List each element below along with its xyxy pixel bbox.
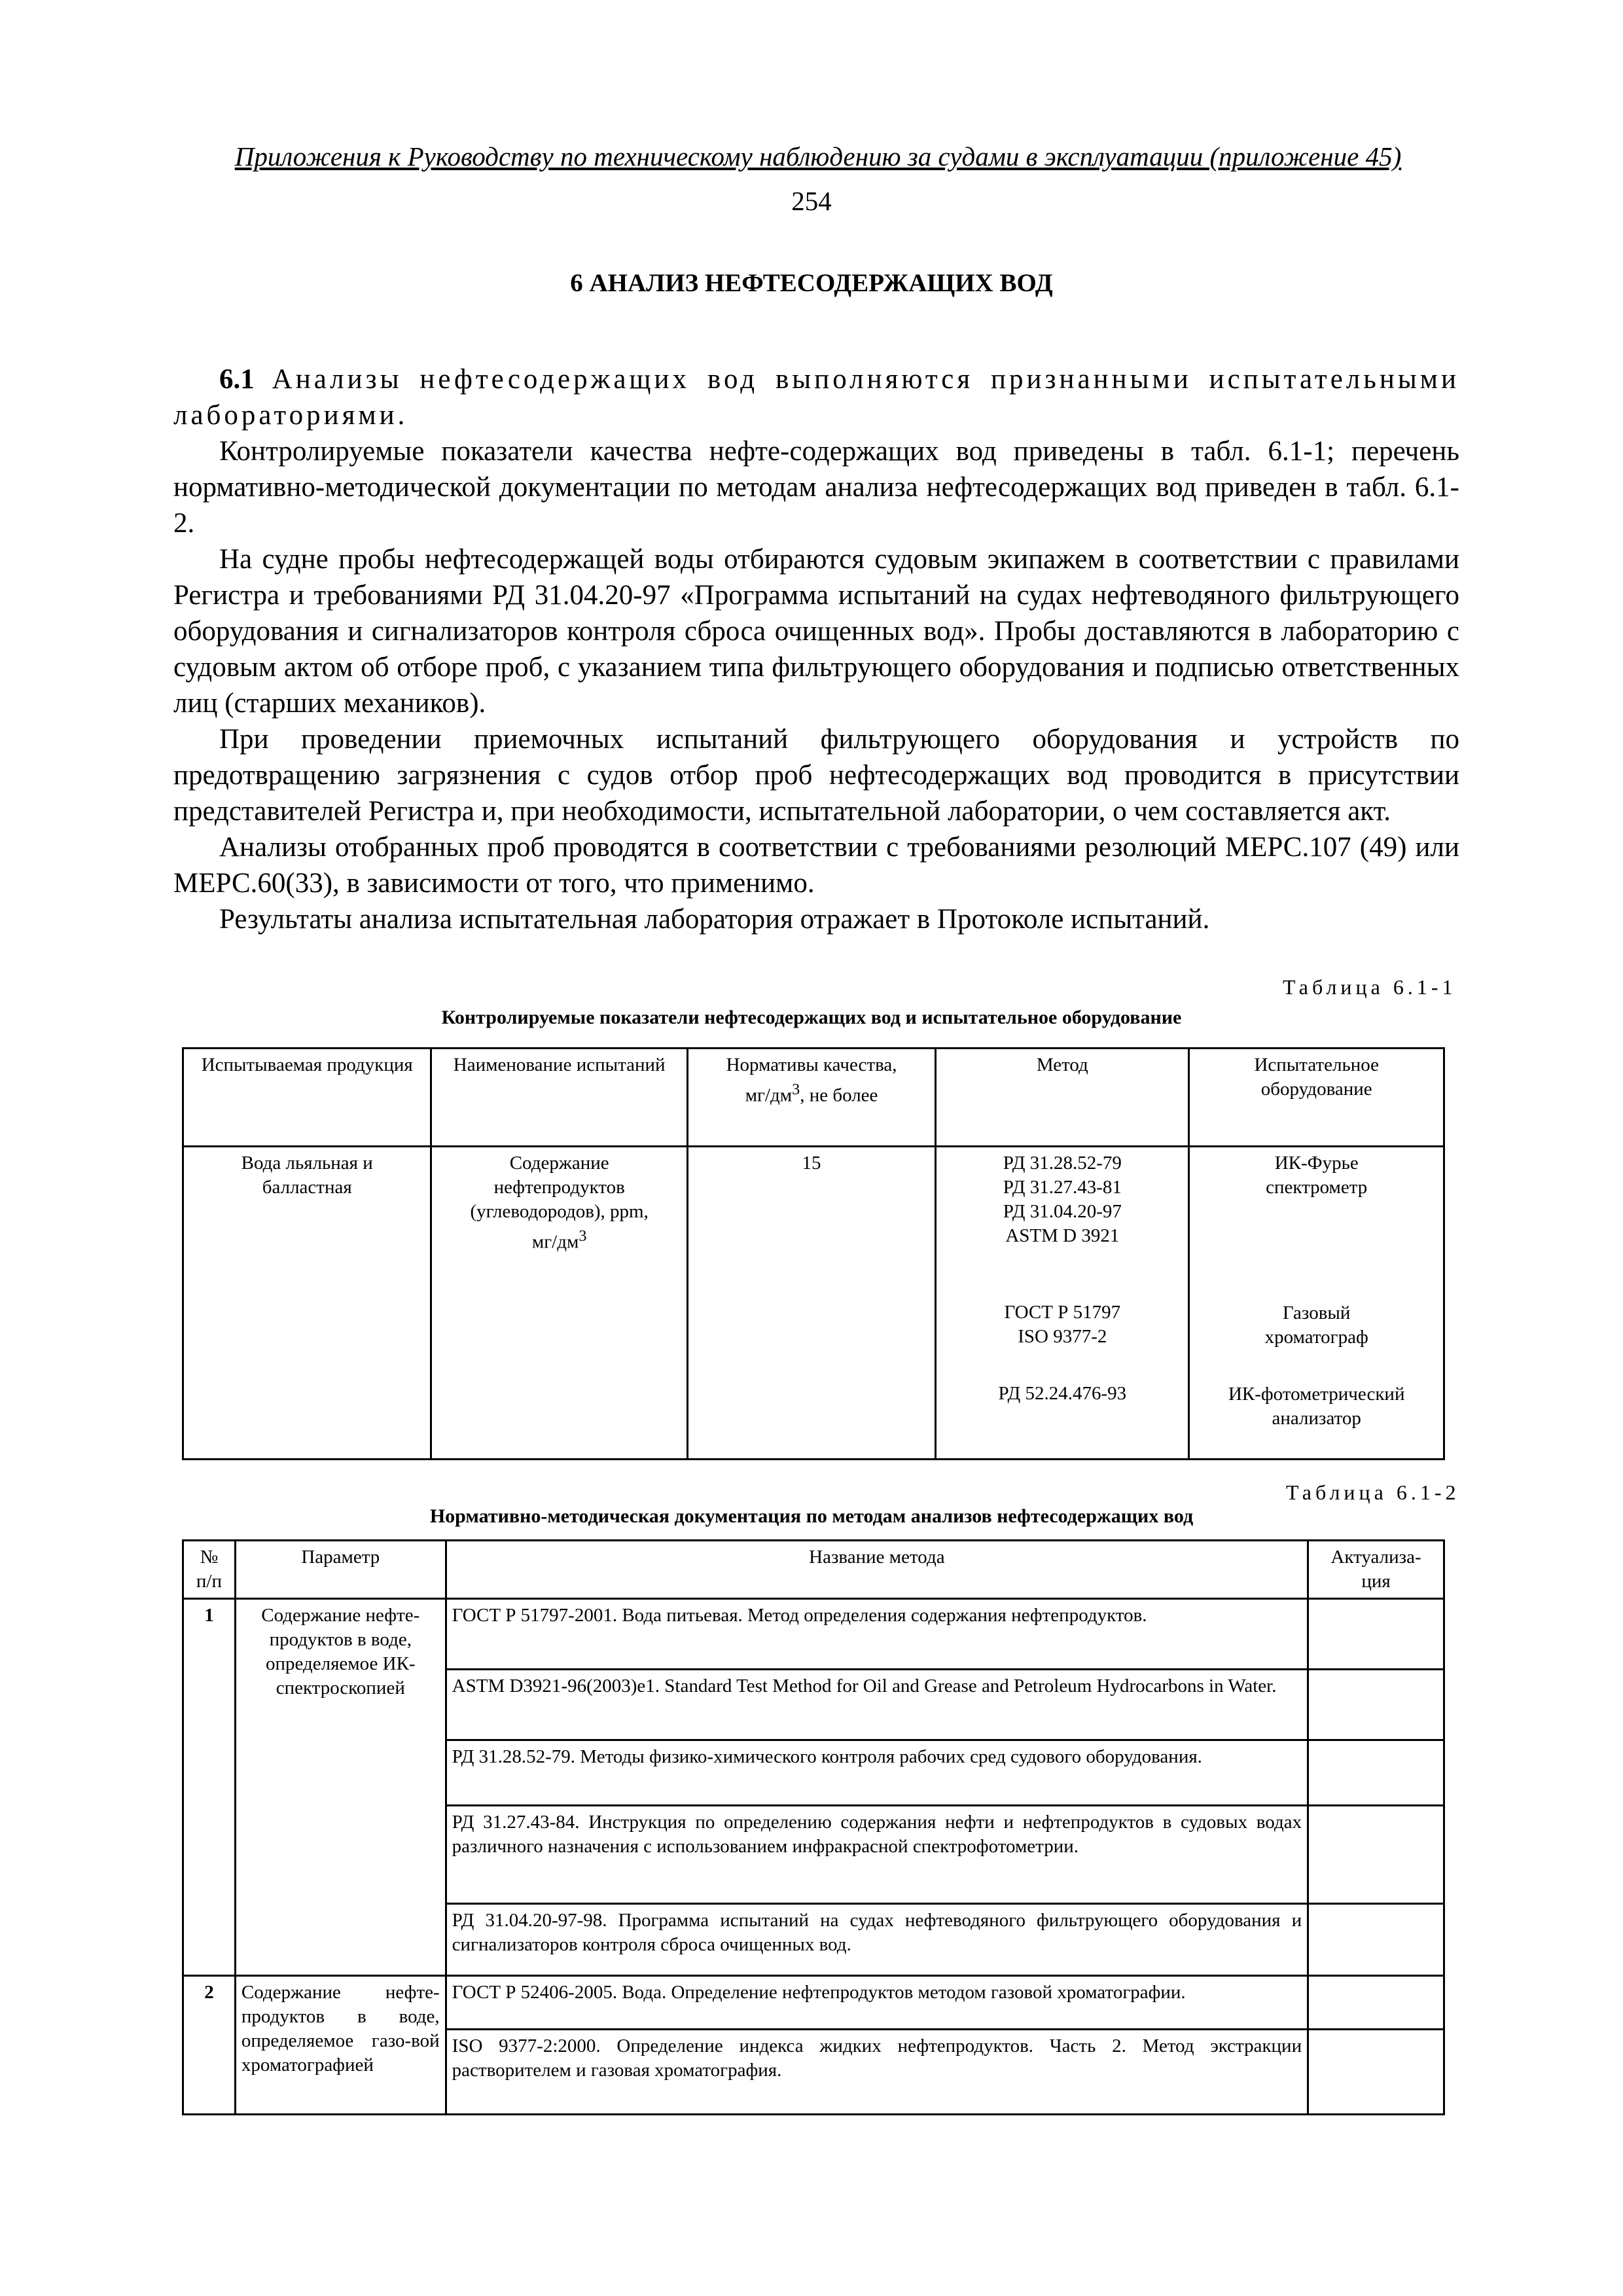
table-title: Контролируемые показатели нефтесодержащих вод и испытательное оборудование: [441, 1007, 1182, 1028]
table-row: [183, 1147, 1444, 1460]
header-cell-number: № п/п: [183, 1541, 236, 1599]
cell-equipment: ИК-Фурье спектрометр Газовый хроматограф ИК-фотометрический анализатор: [1189, 1147, 1444, 1460]
table-label: Таблица 6.1-1: [1283, 975, 1457, 999]
paragraph: При проведении приемочных испытаний фильтрующего оборудования и устройств по предотвращению загрязнения с судов отбор проб нефтесодержащих вод проводится в присутствии представителей Регистра и, при необходимости, испытательной лаборатории, о чем составляется акт.: [173, 724, 1459, 827]
cell-method: РД 31.28.52-79. Методы физико-химического контроля рабочих сред судового оборудования.: [446, 1740, 1308, 1806]
cell-row-number: 2: [183, 1976, 236, 2115]
cell-actualization: [1308, 1740, 1444, 1806]
cell-product: Вода льяльная и балластная: [183, 1147, 431, 1460]
cell-test-name: Содержание нефтепродуктов (углеводородов), ppm, $мг/дм^3$: [431, 1147, 687, 1460]
quality-indicators-table: [182, 1047, 1445, 1460]
header-cell-norm: Нормативы качества, $мг/дм^3$, не более: [687, 1049, 935, 1147]
cell-parameter: Содержание нефте-продуктов в воде, определяемое ИК-спектроскопией: [235, 1599, 446, 1976]
header-cell-method: Метод: [936, 1049, 1189, 1147]
header-cell-equipment: Испытательное оборудование: [1189, 1049, 1444, 1147]
paragraph: Контролируемые показатели качества нефте-содержащих вод приведены в табл. 6.1-1; перечень нормативно-методической документации по методам анализа нефтесодержащих вод приведен в табл. 6.1-2.: [173, 436, 1459, 539]
cell-method: ASTM D3921-96(2003)e1. Standard Test Method for Oil and Grease and Petroleum Hydrocarbons in Water.: [446, 1670, 1308, 1740]
cell-actualization: [1308, 1904, 1444, 1976]
table-header-row: [183, 1049, 1444, 1147]
paragraph: Анализы отобранных проб проводятся в соответствии с требованиями резолюций МЕРС.107 (49) или МЕРС.60(33), в зависимости от того, что применимо.: [173, 832, 1459, 899]
table-row: [183, 1599, 1444, 1670]
header-cell-method-name: Название метода: [446, 1541, 1308, 1599]
cell-parameter: Содержание нефте-продуктов в воде, определяемое газо-вой хроматографией: [235, 1976, 446, 2115]
running-header: Приложения к Руководству по техническому наблюдению за судами в эксплуатации (приложение 45): [234, 141, 1402, 171]
cell-actualization: [1308, 1806, 1444, 1904]
cell-actualization: [1308, 1599, 1444, 1670]
cell-method: ISO 9377-2:2000. Определение индекса жидких нефтепродуктов. Часть 2. Метод экстракции растворителем и газовая хроматография.: [446, 2030, 1308, 2115]
page-number: 254: [791, 186, 832, 216]
table-row: [183, 1976, 1444, 2030]
paragraph-number: 6.1: [219, 364, 255, 395]
cell-method: ГОСТ Р 51797-2001. Вода питьевая. Метод определения содержания нефтепродуктов.: [446, 1599, 1308, 1670]
cell-method: ГОСТ Р 52406-2005. Вода. Определение нефтепродуктов методом газовой хроматографии.: [446, 1976, 1308, 2030]
cell-actualization: [1308, 1976, 1444, 2030]
paragraph: На судне пробы нефтесодержащей воды отбираются судовым экипажем в соответствии с правилами Регистра и требованиями РД 31.04.20-97 «Программа испытаний на судах нефтеводяного фильтрующего оборудования и сигнализаторов контроля сброса очищенных вод». Пробы доставляются в лабораторию с судовым актом об отборе проб, с указанием типа фильтрующего оборудования и подписью ответственных лиц (старших механиков).: [173, 544, 1459, 719]
section-title: 6 АНАЛИЗ НЕФТЕСОДЕРЖАЩИХ ВОД: [570, 269, 1053, 297]
cell-methods: РД 31.28.52-79 РД 31.27.43-81 РД 31.04.20-97 ASTM D 3921 ГОСТ Р 51797 ISO 9377-2 РД 52.24.476-93: [936, 1147, 1189, 1460]
cell-actualization: [1308, 2030, 1444, 2115]
paragraph-6-1: [173, 361, 1459, 433]
cell-actualization: [1308, 1670, 1444, 1740]
header-cell-parameter: Параметр: [235, 1541, 446, 1599]
header-cell-actualization: Актуализа- ция: [1308, 1541, 1444, 1599]
normative-documents-table: [182, 1539, 1445, 2115]
paragraph: Результаты анализа испытательная лаборатория отражает в Протоколе испытаний.: [219, 904, 1210, 935]
cell-norm-value: 15: [687, 1147, 935, 1460]
table-label: Таблица 6.1-2: [1286, 1480, 1460, 1504]
header-cell-test-name: Наименование испытаний: [431, 1049, 687, 1147]
table-header-row: [183, 1541, 1444, 1599]
cell-method: РД 31.04.20-97-98. Программа испытаний на судах нефтеводяного фильтрующего оборудования и сигнализаторов контроля сброса очищенных вод.: [446, 1904, 1308, 1976]
cell-row-number: 1: [183, 1599, 236, 1976]
paragraph-text: Анализы нефтесодержащих вод выполняются признанными испытательными лабораториями.: [173, 364, 1459, 431]
cell-method: РД 31.27.43-84. Инструкция по определению содержания нефти и нефтепродуктов в судовых водах различного назначения с использованием инфракрасной спектрофотометрии.: [446, 1806, 1308, 1904]
body-text: [173, 361, 1459, 937]
table-title: Нормативно-методическая документация по методам анализов нефтесодержащих вод: [429, 1505, 1194, 1527]
header-cell-product: Испытываемая продукция: [183, 1049, 431, 1147]
